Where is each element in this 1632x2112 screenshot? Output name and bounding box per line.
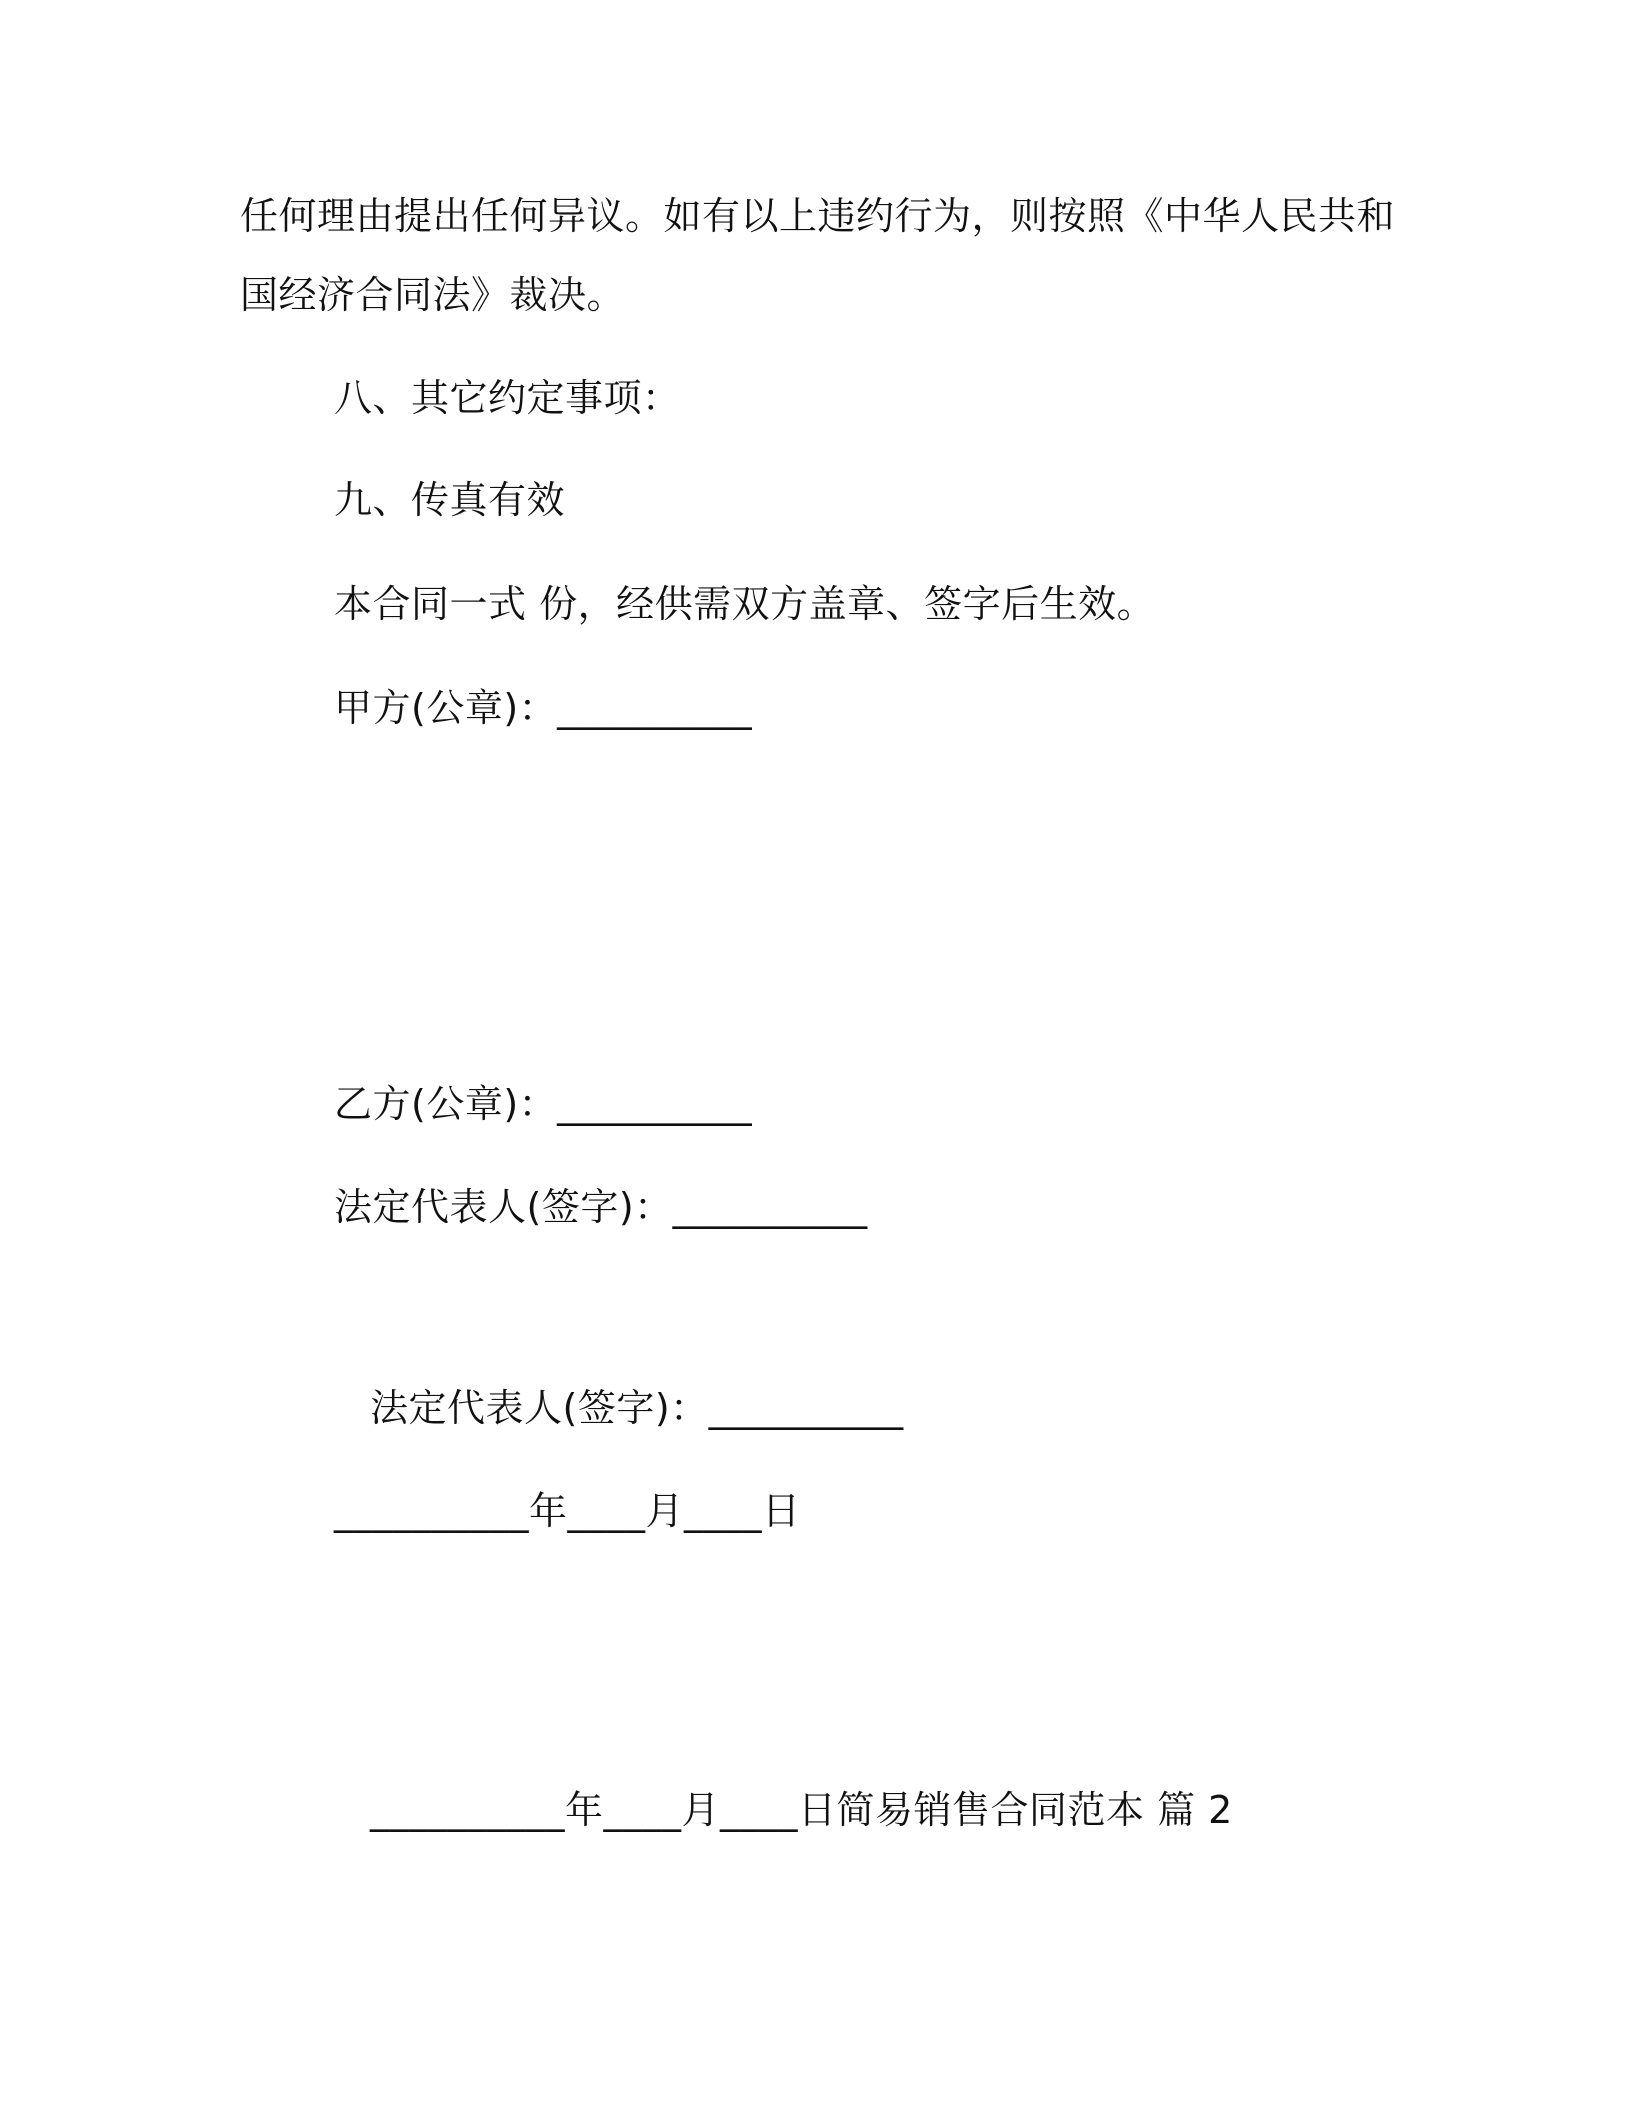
section-9-heading: 九、传真有效 (334, 478, 566, 522)
party-a-seal-field: 甲方(公章)：__________ (334, 686, 753, 730)
paragraph-line-2: 国经济合同法》裁决。 (240, 273, 626, 317)
copies-clause: 本合同一式 份，经供需双方盖章、签字后生效。 (334, 582, 1156, 626)
legal-representative-1-field: 法定代表人(签字)：__________ (334, 1185, 868, 1229)
legal-representative-2-field: 法定代表人(签字)：__________ (370, 1386, 904, 1430)
paragraph-line-1: 任何理由提出任何异议。如有以上违约行为，则按照《中华人民共和 (240, 194, 1396, 238)
party-b-seal-field: 乙方(公章)：__________ (334, 1082, 753, 1126)
date-and-next-title: __________年____月____日简易销售合同范本 篇 2 (370, 1788, 1233, 1832)
section-8-heading: 八、其它约定事项： (334, 376, 681, 420)
date-field: __________年____月____日 (334, 1489, 801, 1533)
